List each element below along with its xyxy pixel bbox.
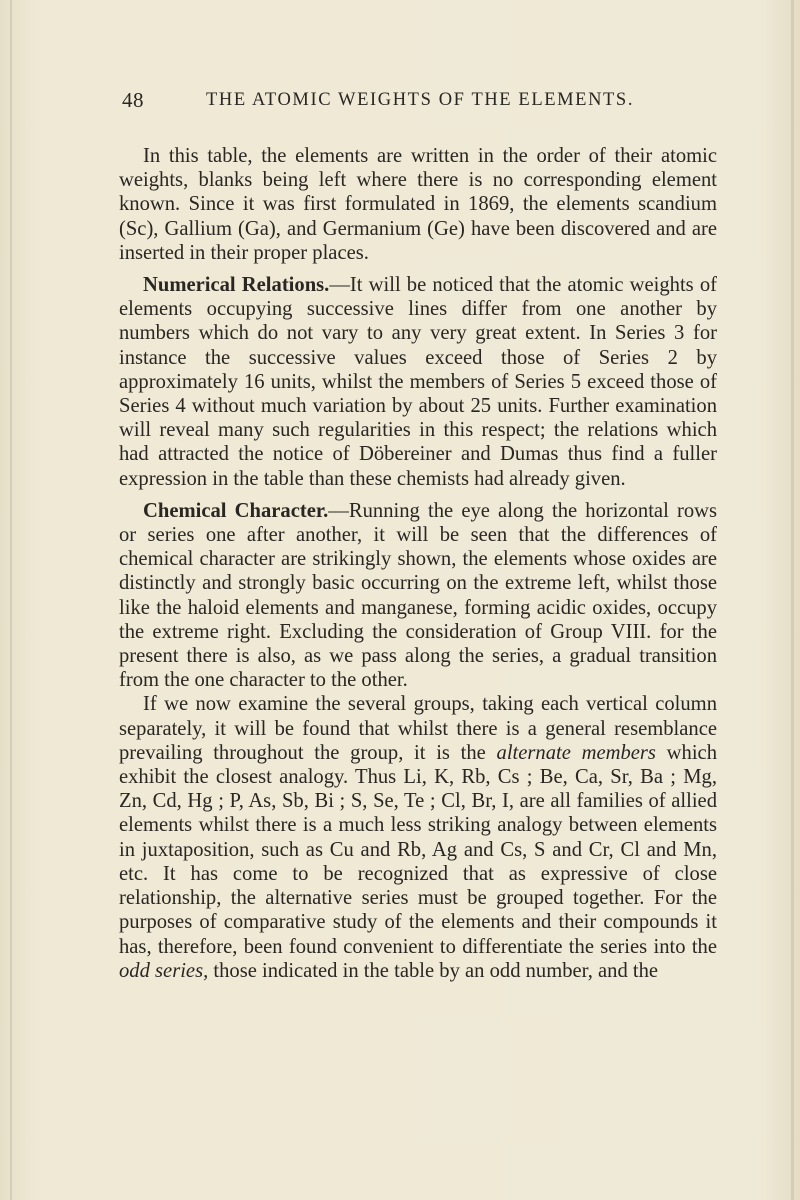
paragraph-text: In this table, the elements are written in the order of their atomic weights, blanks being left where there is no corresponding element known. Since it was first formulated in 1869, the elements scandium (Sc), Gallium (Ga), and Germanium (Ge) have been discovered and are inserted in their proper places. xyxy=(119,145,717,264)
paragraph-text: which exhibit the closest analogy. Thus Li, K, Rb, Cs ; Be, Ca, Sr, Ba ; Mg, Zn, Cd, Hg ; P, As, Sb, Bi ; S, Se, Te ; Cl, Br, I, are all families of allied elements whilst there is a much less striking analogy between elements in juxtaposition, such as Cu and Rb, Ag and Cs, S and Cr, Cl and Mn, etc. It has come to be recognized that as expressive of close relationship, the alternative series must be grouped together. For the purposes of comparative study of the elements and their compounds it has, therefore, been found convenient to differentiate the series into the xyxy=(119,741,717,958)
body-text xyxy=(119,144,717,983)
paragraph-text: If we now examine the several groups, taking each vertical column separately, it will be found that whilst there is a general resemblance prevailing throughout the group, it is the xyxy=(119,693,717,764)
paragraph-groups xyxy=(119,692,717,982)
emphasis-text: alternate members xyxy=(496,741,656,764)
page-gutter-shadow xyxy=(10,0,12,1200)
paragraph-table-order xyxy=(119,144,717,265)
paragraph-numerical-relations xyxy=(119,273,717,491)
page-number: 48 xyxy=(122,88,144,112)
paragraph-text: those indicated in the table by an odd number, and the xyxy=(208,959,659,982)
running-title: THE ATOMIC WEIGHTS OF THE ELEMENTS. xyxy=(206,90,635,110)
paragraph-chemical-character xyxy=(119,499,717,693)
section-heading: Numerical Relations. xyxy=(143,274,330,297)
section-heading: Chemical Character. xyxy=(143,499,329,522)
emphasis-text: odd series, xyxy=(119,959,209,982)
paragraph-text: —Running the eye along the horizontal rows or series one after another, it will be seen that the differences of chemical character are strikingly shown, the elements whose oxides are distinctly and strongly basic occurring on the extreme left, whilst those like the haloid elements and manganese, forming acidic oxides, occupy the extreme right. Excluding the consideration of Group VIII. for the present there is also, as we pass along the series, a gradual transition from the one character to the other. xyxy=(119,499,718,692)
paragraph-text: —It will be noticed that the atomic weights of elements occupying successive lines differ from one another by numbers which do not vary to any very great extent. In Series 3 for instance the successive values exceed those of Series 2 by approximately 16 units, whilst the members of Series 5 exceed those of Series 4 without much variation by about 25 units. Further examination will reveal many such regularities in this respect; the relations which had attracted the notice of Döbereiner and Dumas thus find a fuller expression in the table than these chemists had already given. xyxy=(119,274,717,490)
page-edge-shadow xyxy=(791,0,794,1200)
page-header xyxy=(122,88,714,118)
